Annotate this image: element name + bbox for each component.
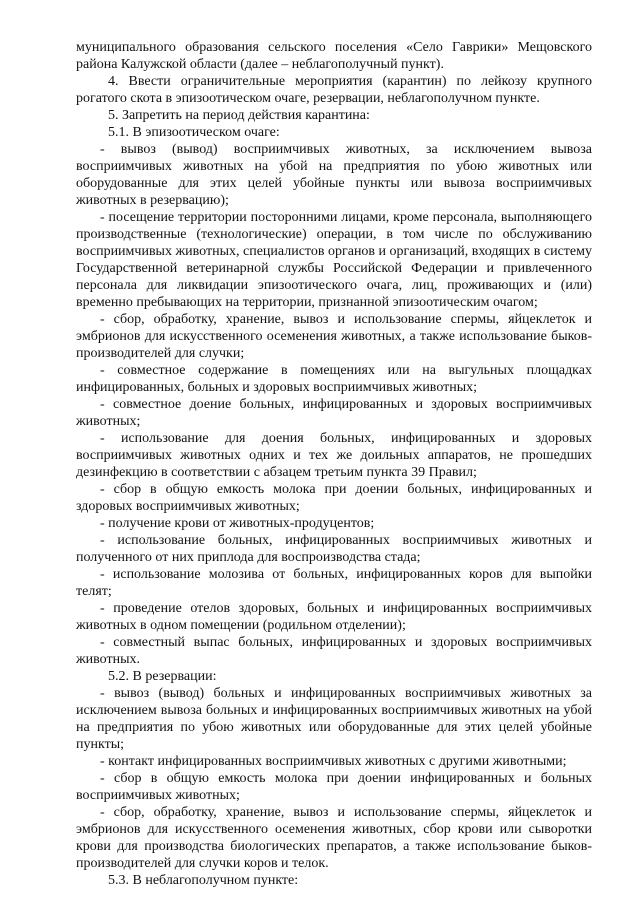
list-item: - проведение отелов здоровых, больных и инфицированных восприимчивых животных в одном помещении (родильном отделении);	[76, 601, 592, 633]
list-item: - вывоз (вывод) восприимчивых животных, за исключением вывоза восприимчивых животных на убой на предприятия по убою животных или оборудованные для этих целей убойные пункты или вывоза восприимчивых животных в резервацию);	[76, 142, 592, 208]
list-item: - вывоз (вывод) больных и инфицированных восприимчивых животных за исключением вывоза больных и инфицированных восприимчивых животных на убой на предприятия по убою животных или оборудованные для этих целей убойные пункты;	[76, 686, 592, 752]
list-item: - получение крови от животных-продуцентов;	[100, 516, 375, 531]
paragraph-item-4: 4. Ввести ограничительные мероприятия (карантин) по лейкозу крупного рогатого скота в эпизоотическом очаге, резервации, неблагополучном пункте.	[76, 74, 592, 106]
list-item: - использование для доения больных, инфицированных и здоровых восприимчивых животных одних и тех же доильных аппаратов, не прошедших дезинфекцию в соответствии с абзацем третьим пункта 39 Правил;	[76, 431, 592, 480]
list-item: - посещение территории посторонними лицами, кроме персонала, выполняющего производственные (технологические) операции, в том числе по обслуживанию восприимчивых животных, специалистов органов и организаций, входящих в систему Государственной ветеринарной службы Российской Федерации и привлеченного персонала для ликвидации эпизоотического очага, лиц, проживающих и (или) временно пребывающих на территории, признанной эпизоотическим очагом;	[76, 210, 592, 310]
subheading-5-1: 5.1. В эпизоотическом очаге:	[108, 125, 280, 140]
list-item: - сбор, обработку, хранение, вывоз и использование спермы, яйцеклеток и эмбрионов для искусственного осеменения животных, а также использование быков-производителей для случки;	[76, 312, 592, 361]
list-item: - совместное содержание в помещениях или на выгульных площадках инфицированных, больных и здоровых восприимчивых животных;	[76, 363, 592, 395]
list-item: - сбор в общую емкость молока при доении больных, инфицированных и здоровых восприимчивых животных;	[76, 482, 592, 514]
list-item: - сбор, обработку, хранение, вывоз и использование спермы, яйцеклеток и эмбрионов для искусственного осеменения животных, сбор крови или сыворотки крови для производства биологических препаратов, а также использование быков-производителей для случки коров и телок.	[76, 805, 592, 871]
list-item: - совместное доение больных, инфицированных и здоровых восприимчивых животных;	[76, 397, 592, 429]
subheading-5-2: 5.2. В резервации:	[108, 669, 217, 684]
list-item: - контакт инфицированных восприимчивых животных с другими животными;	[100, 754, 567, 769]
subheading-5-3: 5.3. В неблагополучном пункте:	[108, 873, 299, 888]
paragraph-item-5: 5. Запретить на период действия карантина:	[108, 108, 370, 123]
list-item: - использование молозива от больных, инфицированных коров для выпойки телят;	[76, 567, 592, 599]
list-item: - сбор в общую емкость молока при доении инфицированных и больных восприимчивых животных;	[76, 771, 592, 803]
list-item: - использование больных, инфицированных восприимчивых животных и полученного от них приплода для воспроизводства стада;	[76, 533, 592, 565]
list-item: - совместный выпас больных, инфицированных и здоровых восприимчивых животных.	[76, 635, 592, 667]
paragraph-continuation: муниципального образования сельского поселения «Село Гаврики» Мещовского района Калужской области (далее – неблагополучный пункт).	[76, 40, 592, 72]
document-page	[76, 39, 592, 889]
